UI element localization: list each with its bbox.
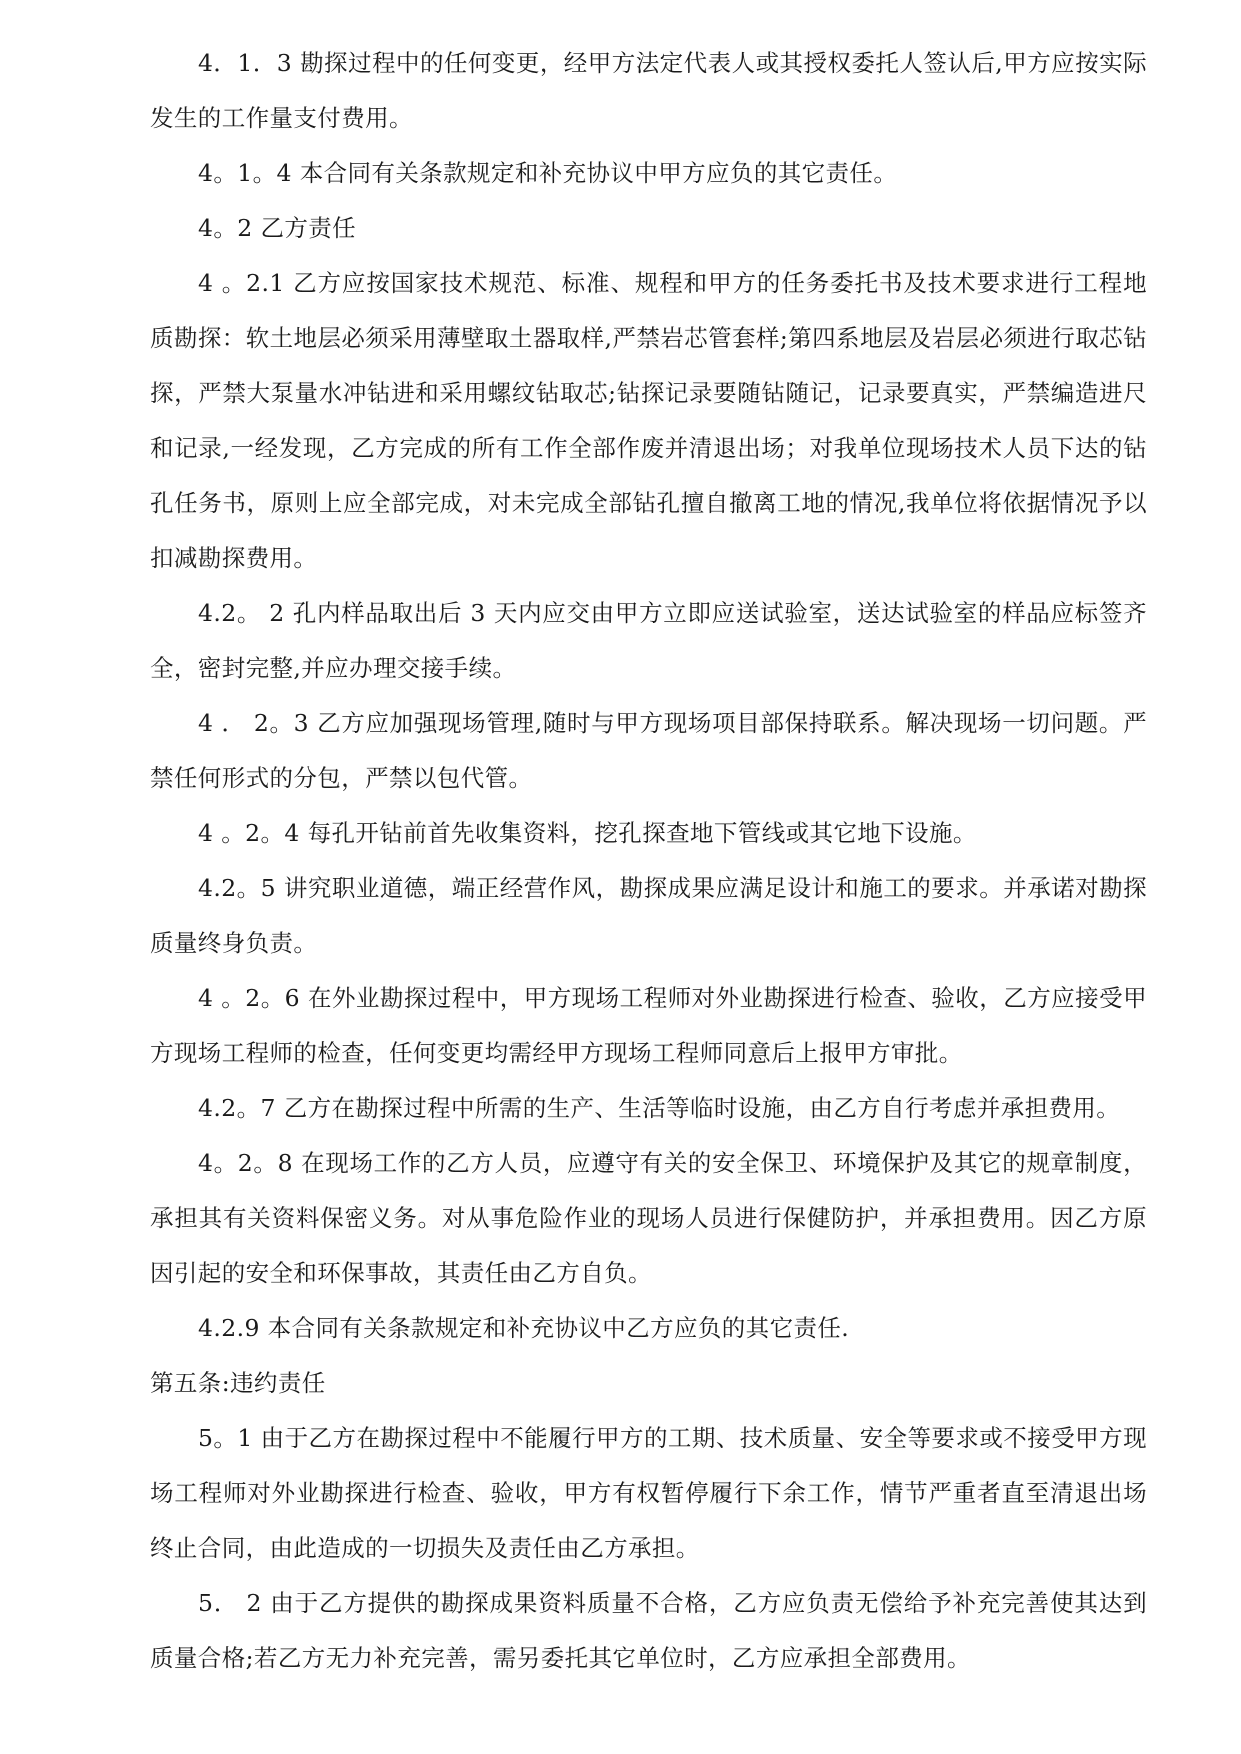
clause-4-1-3: 4．1．3 勘探过程中的任何变更，经甲方法定代表人或其授权委托人签认后,甲方应按实际发生的工作量支付费用。 — [150, 49, 1147, 132]
clause-4-1-4: 4。1。4 本合同有关条款规定和补充协议中甲方应负的其它责任。 — [198, 159, 898, 187]
clause-5-1: 5。1 由于乙方在勘探过程中不能履行甲方的工期、技术质量、安全等要求或不接受甲方现场工程师对外业勘探进行检查、验收，甲方有权暂停履行下余工作，情节严重者直至清退出场终止合同，由此造成的一切损失及责任由乙方承担。 — [150, 1424, 1147, 1562]
clause-4-2-8: 4。2。8 在现场工作的乙方人员，应遵守有关的安全保卫、环境保护及其它的规章制度，承担其有关资料保密义务。对从事危险作业的现场人员进行保健防护，并承担费用。因乙方原因引起的安全和环保事故，其责任由乙方自负。 — [150, 1149, 1147, 1287]
document-page — [150, 36, 1147, 1686]
clause-4-2-7: 4.2。7 乙方在勘探过程中所需的生产、生活等临时设施，由乙方自行考虑并承担费用。 — [198, 1094, 1121, 1122]
clause-4-2-1: 4 。2.1 乙方应按国家技术规范、标准、规程和甲方的任务委托书及技术要求进行工程地质勘探：软土地层必须采用薄壁取土器取样,严禁岩芯管套样;第四系地层及岩层必须进行取芯钻探，严禁大泵量水冲钻进和采用螺纹钻取芯;钻探记录要随钻随记，记录要真实，严禁编造进尺和记录,一经发现，乙方完成的所有工作全部作废并清退出场；对我单位现场技术人员下达的钻孔任务书，原则上应全部完成，对未完成全部钻孔擅自撤离工地的情况,我单位将依据情况予以扣减勘探费用。 — [150, 269, 1147, 572]
clause-4-2-2: 4.2。 2 孔内样品取出后 3 天内应交由甲方立即应送试验室，送达试验室的样品应标签齐全，密封完整,并应办理交接手续。 — [150, 599, 1147, 682]
clause-4-2-4: 4 。2。4 每孔开钻前首先收集资料，挖孔探查地下管线或其它地下设施。 — [198, 819, 977, 847]
clause-4-2-5: 4.2。5 讲究职业道德，端正经营作风，勘探成果应满足设计和施工的要求。并承诺对勘探质量终身负责。 — [150, 874, 1147, 957]
clause-4-2-9: 4.2.9 本合同有关条款规定和补充协议中乙方应负的其它责任. — [198, 1314, 850, 1342]
clause-5-2: 5． 2 由于乙方提供的勘探成果资料质量不合格，乙方应负责无偿给予补充完善使其达到质量合格;若乙方无力补充完善，需另委托其它单位时，乙方应承担全部费用。 — [150, 1589, 1147, 1672]
section-heading-4-2: 4。2 乙方责任 — [198, 214, 357, 242]
clause-4-2-3: 4 ． 2。3 乙方应加强现场管理,随时与甲方现场项目部保持联系。解决现场一切问题。严禁任何形式的分包，严禁以包代管。 — [150, 709, 1147, 792]
article-5-heading: 第五条:违约责任 — [150, 1369, 326, 1397]
clause-4-2-6: 4 。2。6 在外业勘探过程中，甲方现场工程师对外业勘探进行检查、验收，乙方应接受甲方现场工程师的检查，任何变更均需经甲方现场工程师同意后上报甲方审批。 — [150, 984, 1147, 1067]
